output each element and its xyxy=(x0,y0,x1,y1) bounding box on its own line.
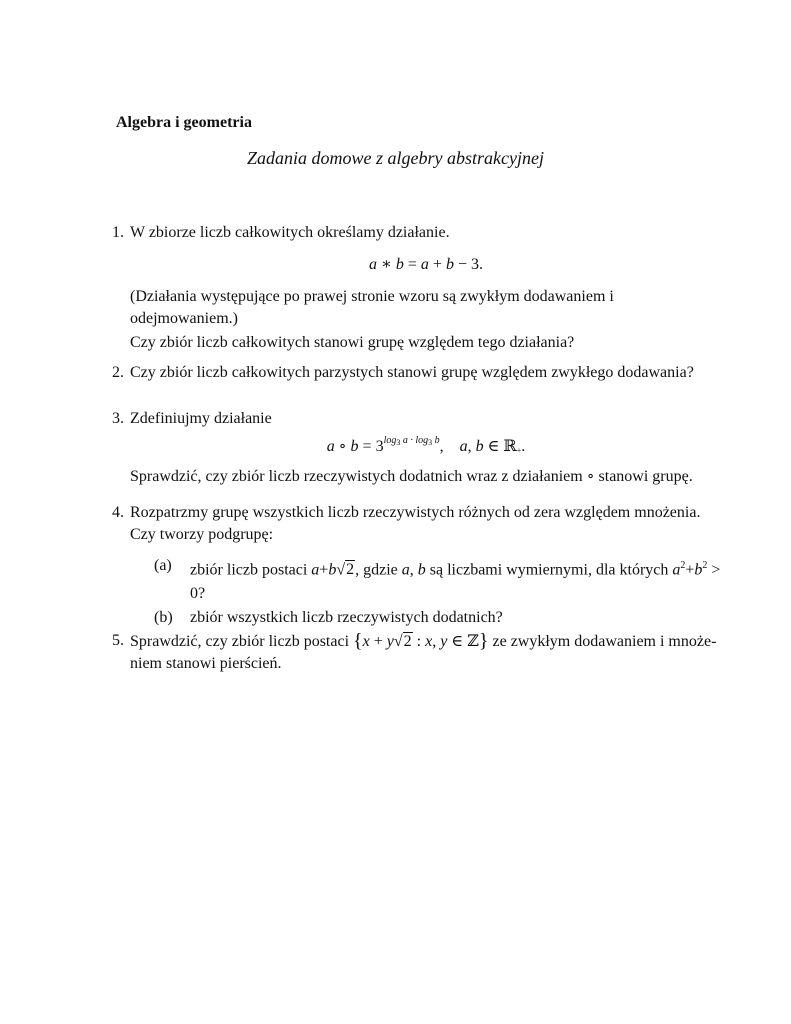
question-pre: Sprawdzić, czy zbiór liczb rzeczywistych dodatnich wraz z działaniem xyxy=(130,468,583,485)
problem-note: (Działania występujące po prawej stronie wzoru są zwykłym dodawaniem i odejmowaniem.) xyxy=(130,288,614,327)
problem-question: Czy tworzy podgrupę: xyxy=(130,526,274,543)
problem-intro: Rozpatrzmy grupę wszystkich liczb rzeczywistych różnych od zera względem mnożenia. xyxy=(130,504,701,521)
subitem-text-pre: zbiór liczb postaci xyxy=(190,561,308,579)
problem-question: Czy zbiór liczb całkowitych stanowi grupę względem tego działania? xyxy=(130,334,575,351)
problem-number: 1. xyxy=(112,224,124,241)
document-title: Zadania domowe z algebry abstrakcyjnej xyxy=(247,148,544,168)
subitem-text-mid2: są liczbami wymiernymi, dla których xyxy=(429,561,669,579)
problem-text-pre: Sprawdzić, czy zbiór liczb postaci xyxy=(130,633,350,650)
problem-number: 4. xyxy=(112,504,124,521)
problem-5 xyxy=(112,630,722,675)
subitem-text-mid1: , gdzie xyxy=(355,561,398,579)
problem-text: Czy zbiór liczb całkowitych parzystych stanowi grupę względem zwykłego dodawania? xyxy=(130,364,694,381)
sqrt-symbol: √2 xyxy=(336,561,355,579)
problem-number: 3. xyxy=(112,410,124,427)
subitems-list xyxy=(154,554,722,630)
subitem-label: (b) xyxy=(154,609,173,627)
problem-line-2: niem stanowi pierścień. xyxy=(130,655,282,672)
question-post: stanowi grupę. xyxy=(598,468,693,485)
problem-2 xyxy=(112,362,722,384)
subitem-label: (a) xyxy=(154,557,172,574)
problem-1 xyxy=(112,222,722,354)
problem-number: 5. xyxy=(112,632,124,649)
problem-text-post: ze zwykłym dodawaniem i mnoże- xyxy=(492,633,717,650)
formula-operation: a ∗ b = a + b − 3. xyxy=(369,256,483,273)
problem-intro: W zbiorze liczb całkowitych określamy działanie. xyxy=(130,224,450,241)
problem-number: 2. xyxy=(112,364,124,381)
subitem-text-end: ? xyxy=(198,585,206,603)
formula-definition: a ∘ $b = 3^{log_3 a \cdot log_3 b}$, a, b ∈ ℝ$_+$. xyxy=(326,435,526,455)
sqrt-symbol: √2 xyxy=(393,633,412,650)
problem-line-1: Sprawdzić, czy zbiór liczb postaci {x + y√2 : x, y ∈ ℤ} ze zwykłym dodawaniem i mnoże- xyxy=(130,630,717,652)
problem-4 xyxy=(112,502,722,630)
subitem-b xyxy=(154,606,722,630)
problem-intro: Zdefiniujmy działanie xyxy=(130,410,272,427)
problem-3 xyxy=(112,408,722,488)
problem-question: Sprawdzić, czy zbiór liczb rzeczywistych dodatnich wraz z działaniem ∘ stanowi grupę. xyxy=(130,468,693,485)
subitem-text: zbiór wszystkich liczb rzeczywistych dodatnich? xyxy=(190,609,503,627)
course-name: Algebra i geometria xyxy=(116,114,252,131)
subitem-a: (a) zbiór liczb postaci a+b√2, gdzie a, b są liczbami wymiernymi, dla których $a^2+b^2 > 0$? xyxy=(154,554,722,606)
